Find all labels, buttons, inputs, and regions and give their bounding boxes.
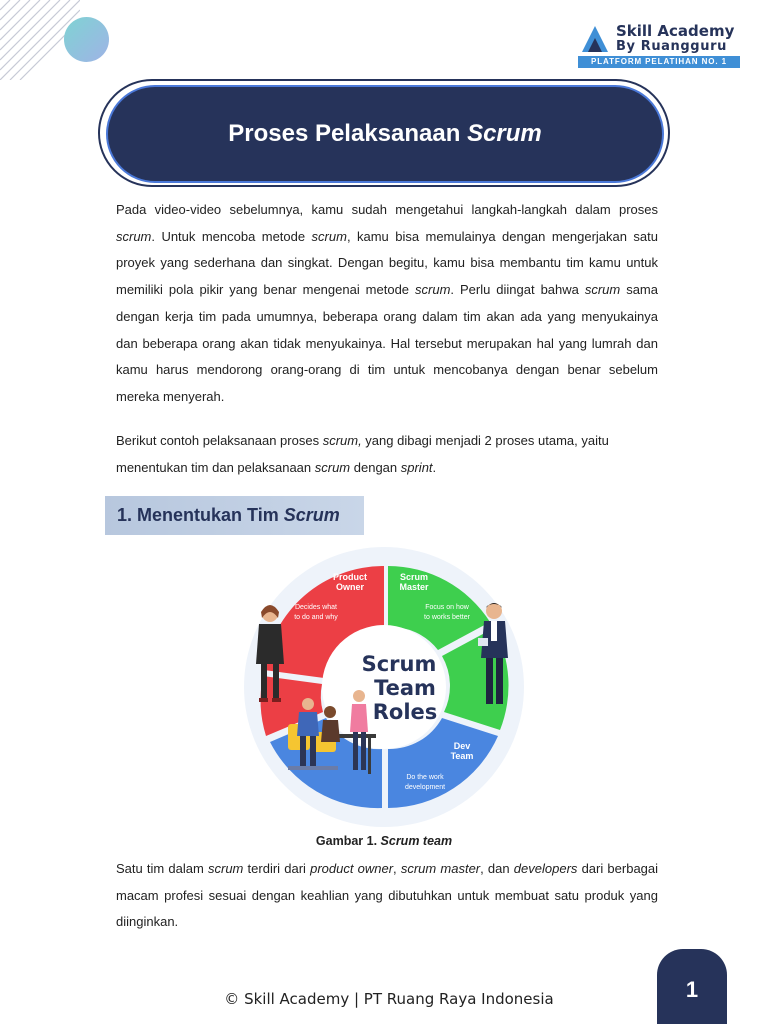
text-run: Satu tim dalam — [116, 861, 208, 876]
text-run: scrum — [311, 228, 347, 244]
text-run: sama dengan kerja tim pada umumnya, beberapa orang dalam tim akan ada yang menyukainya dan beberapa orang akan tidak menyukainya. Hal tersebut merupakan hal yang lumrah dan kamu harus mendorong orang-orang di tim untuk mencobanya dengan benar sebelum mereka menyerah. — [116, 282, 658, 404]
intro-paragraph — [116, 197, 658, 411]
teal-circle-decoration — [64, 17, 109, 62]
text-run: scrum, — [322, 433, 362, 448]
skill-academy-logo-icon — [578, 24, 612, 52]
dev-title-2: Team — [450, 751, 474, 761]
text-run: dari berbagai macam profesi sesuai dengan keahlian yang dibutuhkan untuk membuat satu produk yang diinginkan. — [116, 861, 659, 930]
process-paragraph — [116, 428, 658, 481]
figure-caption: Gambar 1. Scrum team — [315, 834, 453, 848]
po-title-2: Owner — [335, 582, 365, 592]
text-run: product owner — [310, 861, 394, 876]
sm-desc-1: Focus on how — [425, 604, 469, 611]
text-run: scrum — [415, 282, 451, 298]
brand-tagline: PLATFORM PELATIHAN NO. 1 — [578, 56, 740, 68]
page-number-tab — [657, 949, 727, 1024]
text-run: sprint — [400, 459, 433, 475]
title-banner — [106, 85, 664, 183]
po-title-1: Product — [332, 572, 368, 582]
brand-subtitle: By Ruangguru — [616, 39, 727, 54]
dev-title-1: Dev — [453, 741, 471, 751]
text-run: scrum — [314, 459, 351, 475]
text-run: scrum — [208, 861, 244, 876]
center-label-scrum: Scrum — [361, 652, 437, 676]
text-run: , — [393, 861, 401, 876]
sm-desc-2: to works better — [424, 614, 470, 621]
text-run: developers — [513, 861, 578, 876]
text-run: Pada video-video sebelumnya, kamu sudah mengetahui langkah-langkah dalam proses — [116, 202, 658, 217]
brand-logo-block — [578, 22, 740, 68]
text-run: Berikut contoh pelaksanaan proses — [116, 433, 323, 448]
text-run: . Perlu diingat bahwa — [450, 282, 585, 298]
text-run: dengan — [350, 459, 401, 475]
text-run: . Untuk mencoba metode — [151, 228, 312, 244]
sm-title-2: Master — [399, 582, 429, 592]
page-title: Proses Pelaksanaan Scrum — [228, 120, 542, 147]
scrum-team-roles-figure — [228, 546, 540, 828]
team-description-paragraph — [116, 856, 658, 936]
text-run: scrum — [584, 282, 621, 298]
dev-desc-2: development — [404, 784, 446, 791]
center-label-team: Team — [374, 676, 436, 700]
text-run: . — [432, 459, 437, 475]
dev-desc-1: Do the work — [406, 774, 444, 781]
text-run: scrum — [116, 228, 152, 244]
center-label-roles: Roles — [372, 700, 438, 724]
text-run: scrum master — [400, 861, 481, 876]
text-run: yang dibagi menjadi 2 proses utama, yaitu menentukan tim dan pelaksanaan — [116, 433, 609, 475]
po-desc-2: to do and why — [294, 614, 338, 621]
text-run: terdiri dari — [243, 861, 311, 876]
text-run: , kamu bisa memulainya dengan mengerjakan satu proyek yang sederhana dan singkat. Dengan begitu, kamu bisa membantu tim kamu untuk memiliki pola pikir yang benar mengenai metode — [116, 228, 658, 298]
page-number: 1 — [685, 977, 699, 1002]
brand-name: Skill Academy — [616, 22, 735, 40]
sm-title-1: Scrum — [399, 572, 429, 582]
footer-copyright: © Skill Academy | PT Ruang Raya Indonesia — [224, 990, 554, 1008]
section-heading-menentukan-tim: 1. Menentukan Tim Scrum — [105, 496, 364, 535]
text-run: , dan — [480, 861, 514, 876]
po-desc-1: Decides what — [294, 604, 338, 611]
